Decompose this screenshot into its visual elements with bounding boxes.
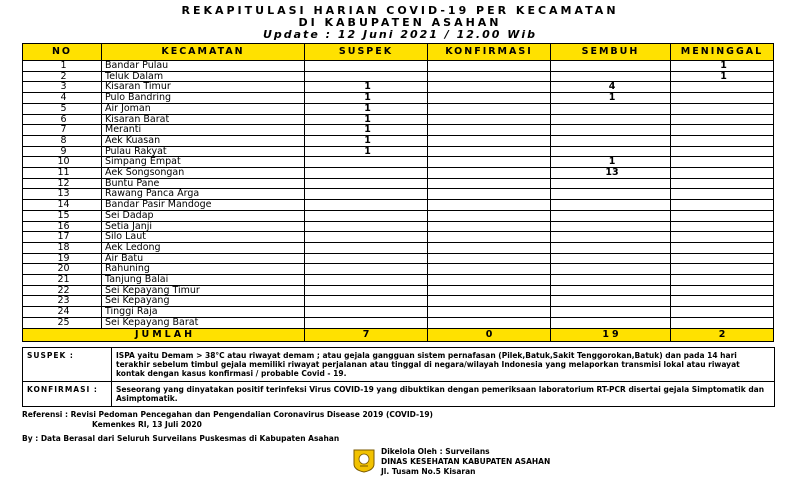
row-sembuh: 1 [551, 93, 671, 104]
table-row [23, 61, 774, 72]
row-no: 11 [23, 168, 102, 179]
row-konfirmasi [428, 232, 551, 243]
row-sembuh [551, 189, 671, 200]
table-row [23, 264, 774, 275]
row-konfirmasi [428, 114, 551, 125]
row-no: 6 [23, 114, 102, 125]
row-sembuh: 13 [551, 168, 671, 179]
row-sembuh [551, 125, 671, 136]
row-meninggal [671, 178, 774, 189]
report-update: Update : 12 Juni 2021 / 12.00 Wib [262, 28, 538, 41]
reference-line: Referensi : Revisi Pedoman Pencegahan dan Pengendalian Coronavirus Disease 2019 (COVID-19) [22, 410, 433, 419]
suspek-text: ISPA yaitu Demam > 38°C atau riwayat demam ; atau gejala gangguan sistem pernafasan (Pilek,Batuk,Sakit Tenggorokan,Batuk) dan pada 14 hari terakhir sebelum timbul gejala memiliki riwayat perjalanan atau tinggal di negara/wilayah Indonesia yang melaporkan transmisi lokal atau riwayat kontak dengan kasus konfirmasi / probable Covid - 19. [116, 351, 740, 378]
table-row [23, 71, 774, 82]
table-row [23, 157, 774, 168]
col-konfirmasi: KONFIRMASI [428, 44, 551, 61]
row-sembuh [551, 275, 671, 286]
row-meninggal [671, 296, 774, 307]
row-sembuh [551, 232, 671, 243]
row-suspek [305, 210, 428, 221]
row-suspek [305, 221, 428, 232]
row-suspek: 1 [305, 125, 428, 136]
table-row [23, 82, 774, 93]
row-meninggal [671, 82, 774, 93]
row-kecamatan: Pulo Bandring [102, 93, 305, 104]
suspek-definition [23, 348, 774, 382]
col-kecamatan: KECAMATAN [102, 44, 305, 61]
row-no: 4 [23, 93, 102, 104]
row-kecamatan: Sei Kepayang Barat [102, 317, 305, 328]
row-sembuh [551, 61, 671, 72]
row-no: 3 [23, 82, 102, 93]
row-konfirmasi [428, 200, 551, 211]
table-row [23, 296, 774, 307]
row-suspek [305, 285, 428, 296]
row-no: 2 [23, 71, 102, 82]
row-sembuh [551, 296, 671, 307]
table-row [23, 210, 774, 221]
row-kecamatan: Rawang Panca Arga [102, 189, 305, 200]
row-sembuh: 1 [551, 157, 671, 168]
table-row [23, 189, 774, 200]
recap-table [22, 43, 774, 342]
row-konfirmasi [428, 135, 551, 146]
row-no: 21 [23, 275, 102, 286]
konfirmasi-label: KONFIRMASI : [23, 382, 112, 406]
row-sembuh [551, 146, 671, 157]
row-kecamatan: Kisaran Barat [102, 114, 305, 125]
row-kecamatan: Air Batu [102, 253, 305, 264]
row-meninggal [671, 242, 774, 253]
row-kecamatan: Setia Janji [102, 221, 305, 232]
row-suspek [305, 178, 428, 189]
row-sembuh [551, 135, 671, 146]
table-row [23, 114, 774, 125]
col-sembuh: SEMBUH [551, 44, 671, 61]
row-no: 16 [23, 221, 102, 232]
row-meninggal [671, 307, 774, 318]
row-kecamatan: Aek Kuasan [102, 135, 305, 146]
row-suspek [305, 61, 428, 72]
row-no: 14 [23, 200, 102, 211]
table-row [23, 253, 774, 264]
col-suspek: SUSPEK [305, 44, 428, 61]
table-row [23, 200, 774, 211]
row-suspek: 1 [305, 103, 428, 114]
report-title: REKAPITULASI HARIAN COVID-19 PER KECAMATAN [181, 4, 619, 17]
row-sembuh [551, 210, 671, 221]
row-suspek [305, 296, 428, 307]
row-sembuh [551, 103, 671, 114]
row-no: 15 [23, 210, 102, 221]
row-suspek: 1 [305, 93, 428, 104]
total-label: JUMLAH [23, 328, 305, 341]
row-meninggal [671, 146, 774, 157]
table-row [23, 146, 774, 157]
row-kecamatan: Bandar Pasir Mandoge [102, 200, 305, 211]
table-row [23, 221, 774, 232]
row-meninggal [671, 210, 774, 221]
data-source-note: By : Data Berasal dari Seluruh Surveilans Puskesmas di Kabupaten Asahan [22, 434, 340, 443]
suspek-label: SUSPEK : [23, 348, 112, 381]
row-suspek [305, 307, 428, 318]
row-kecamatan: Teluk Dalam [102, 71, 305, 82]
row-sembuh [551, 285, 671, 296]
row-konfirmasi [428, 296, 551, 307]
row-suspek [305, 264, 428, 275]
row-no: 18 [23, 242, 102, 253]
row-sembuh [551, 114, 671, 125]
row-meninggal [671, 221, 774, 232]
row-konfirmasi [428, 317, 551, 328]
row-suspek: 1 [305, 82, 428, 93]
row-suspek [305, 242, 428, 253]
row-kecamatan: Sei Kepayang [102, 296, 305, 307]
row-kecamatan: Pulau Rakyat [102, 146, 305, 157]
row-no: 22 [23, 285, 102, 296]
signature-address: Jl. Tusam No.5 Kisaran [381, 467, 476, 476]
row-suspek [305, 232, 428, 243]
row-kecamatan: Rahuning [102, 264, 305, 275]
row-no: 12 [23, 178, 102, 189]
row-sembuh [551, 221, 671, 232]
row-sembuh [551, 200, 671, 211]
row-meninggal [671, 168, 774, 179]
row-kecamatan: Tanjung Balai [102, 275, 305, 286]
table-row [23, 135, 774, 146]
row-no: 19 [23, 253, 102, 264]
table-row [23, 232, 774, 243]
table-body [23, 61, 774, 329]
row-konfirmasi [428, 71, 551, 82]
table-row [23, 168, 774, 179]
row-konfirmasi [428, 264, 551, 275]
row-meninggal [671, 253, 774, 264]
reference-source: Kemenkes RI, 13 Juli 2020 [92, 420, 202, 429]
row-konfirmasi [428, 61, 551, 72]
col-meninggal: MENINGGAL [671, 44, 774, 61]
row-konfirmasi [428, 275, 551, 286]
table-row [23, 307, 774, 318]
row-konfirmasi [428, 221, 551, 232]
row-no: 13 [23, 189, 102, 200]
row-suspek [305, 253, 428, 264]
row-meninggal [671, 264, 774, 275]
row-kecamatan: Air Joman [102, 103, 305, 114]
row-no: 5 [23, 103, 102, 114]
row-meninggal [671, 103, 774, 114]
row-suspek [305, 317, 428, 328]
row-kecamatan: Kisaran Timur [102, 82, 305, 93]
row-konfirmasi [428, 125, 551, 136]
row-no: 24 [23, 307, 102, 318]
row-no: 20 [23, 264, 102, 275]
table-row [23, 125, 774, 136]
total-konfirmasi: 0 [428, 328, 551, 341]
row-suspek: 1 [305, 135, 428, 146]
row-kecamatan: Buntu Pane [102, 178, 305, 189]
row-suspek: 1 [305, 146, 428, 157]
asahan-emblem-icon [353, 449, 375, 473]
table-row [23, 93, 774, 104]
row-no: 1 [23, 61, 102, 72]
table-header-row [23, 44, 774, 61]
col-no: NO [23, 44, 102, 61]
row-suspek [305, 168, 428, 179]
row-konfirmasi [428, 146, 551, 157]
total-suspek: 7 [305, 328, 428, 341]
row-kecamatan: Aek Songsongan [102, 168, 305, 179]
signature-managed-by: Dikelola Oleh : Surveilans [381, 447, 490, 456]
row-sembuh [551, 253, 671, 264]
row-suspek [305, 71, 428, 82]
row-konfirmasi [428, 157, 551, 168]
row-meninggal [671, 275, 774, 286]
row-sembuh: 4 [551, 82, 671, 93]
konfirmasi-definition [23, 382, 774, 406]
table-row [23, 285, 774, 296]
row-kecamatan: Simpang Empat [102, 157, 305, 168]
row-meninggal [671, 189, 774, 200]
table-row [23, 103, 774, 114]
row-meninggal: 1 [671, 61, 774, 72]
row-konfirmasi [428, 168, 551, 179]
total-sembuh: 19 [551, 328, 671, 341]
row-konfirmasi [428, 178, 551, 189]
row-kecamatan: Silo Laut [102, 232, 305, 243]
row-no: 23 [23, 296, 102, 307]
row-konfirmasi [428, 82, 551, 93]
row-meninggal [671, 200, 774, 211]
row-sembuh [551, 264, 671, 275]
table-row [23, 275, 774, 286]
table-row [23, 242, 774, 253]
row-no: 9 [23, 146, 102, 157]
row-meninggal [671, 135, 774, 146]
row-konfirmasi [428, 253, 551, 264]
table-row [23, 178, 774, 189]
row-suspek [305, 275, 428, 286]
row-kecamatan: Tinggi Raja [102, 307, 305, 318]
row-meninggal [671, 114, 774, 125]
row-suspek [305, 157, 428, 168]
row-kecamatan: Bandar Pulau [102, 61, 305, 72]
report-subtitle: DI KABUPATEN ASAHAN [298, 16, 502, 29]
row-no: 25 [23, 317, 102, 328]
row-no: 8 [23, 135, 102, 146]
row-kecamatan: Aek Ledong [102, 242, 305, 253]
row-kecamatan: Sei Kepayang Timur [102, 285, 305, 296]
row-sembuh [551, 242, 671, 253]
row-no: 7 [23, 125, 102, 136]
row-konfirmasi [428, 103, 551, 114]
row-suspek [305, 189, 428, 200]
row-konfirmasi [428, 285, 551, 296]
row-kecamatan: Meranti [102, 125, 305, 136]
row-meninggal [671, 317, 774, 328]
row-sembuh [551, 307, 671, 318]
row-sembuh [551, 317, 671, 328]
row-meninggal [671, 125, 774, 136]
row-meninggal: 1 [671, 71, 774, 82]
definitions-box [22, 347, 775, 407]
total-meninggal: 2 [671, 328, 774, 341]
row-meninggal [671, 285, 774, 296]
total-row [23, 328, 774, 341]
row-suspek [305, 200, 428, 211]
row-konfirmasi [428, 242, 551, 253]
signature-block [381, 447, 550, 477]
table-row [23, 317, 774, 328]
row-konfirmasi [428, 210, 551, 221]
row-konfirmasi [428, 93, 551, 104]
row-meninggal [671, 157, 774, 168]
signature-agency: DINAS KESEHATAN KABUPATEN ASAHAN [381, 457, 551, 466]
row-meninggal [671, 93, 774, 104]
row-no: 17 [23, 232, 102, 243]
row-konfirmasi [428, 189, 551, 200]
row-sembuh [551, 71, 671, 82]
row-sembuh [551, 178, 671, 189]
row-suspek: 1 [305, 114, 428, 125]
row-konfirmasi [428, 307, 551, 318]
row-no: 10 [23, 157, 102, 168]
konfirmasi-text: Seseorang yang dinyatakan positif terinfeksi Virus COVID-19 yang dibuktikan dengan pemeriksaan laboratorium RT-PCR disertai gejala Simptomatik dan Asimptomatik. [116, 385, 765, 403]
row-kecamatan: Sei Dadap [102, 210, 305, 221]
row-meninggal [671, 232, 774, 243]
